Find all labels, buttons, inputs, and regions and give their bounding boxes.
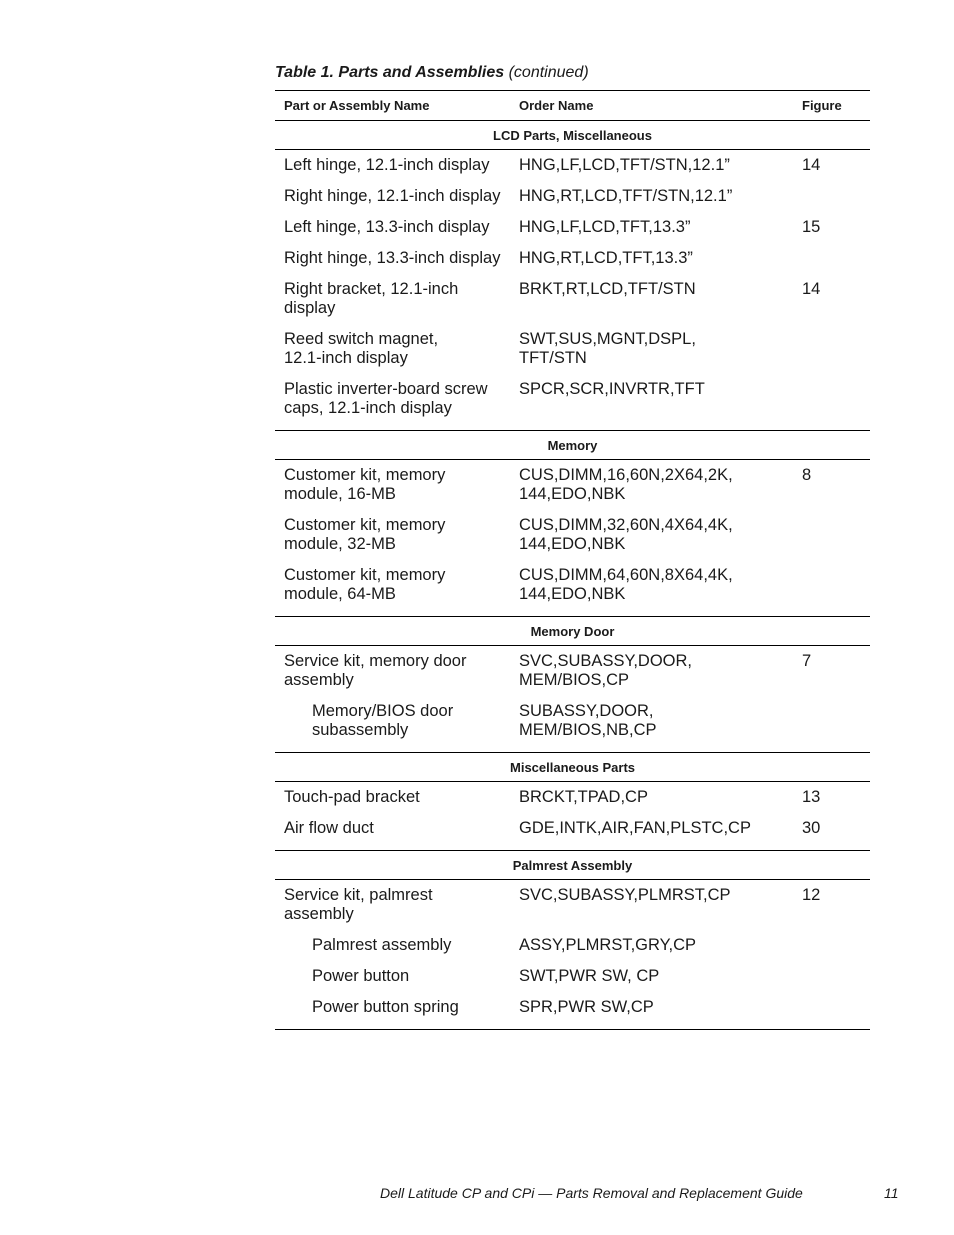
order-name: SUBASSY,DOOR, MEM/BIOS,NB,CP <box>519 702 657 739</box>
part-name: Right hinge, 12.1-inch display <box>284 187 501 205</box>
figure-number <box>793 702 870 740</box>
order-name: HNG,LF,LCD,TFT/STN,12.1” <box>519 156 730 174</box>
order-name: BRKT,RT,LCD,TFT/STN <box>519 280 696 298</box>
figure-number: 30 <box>802 819 821 837</box>
part-name: Air flow duct <box>284 819 374 837</box>
figure-number <box>793 566 870 604</box>
table-row <box>275 327 870 377</box>
section-header-lcd-parts: LCD Parts, Miscellaneous <box>275 121 870 150</box>
order-name: HNG,RT,LCD,TFT,13.3” <box>519 249 693 267</box>
part-name: Touch-pad bracket <box>284 788 420 806</box>
page-footer: Dell Latitude CP and CPi — Parts Removal and Replacement Guide <box>380 1185 803 1201</box>
order-name: HNG,LF,LCD,TFT,13.3” <box>519 218 691 236</box>
order-name: SVC,SUBASSY,PLMRST,CP <box>519 886 731 904</box>
table-row <box>275 215 870 246</box>
section-rows-memory-door <box>275 646 870 752</box>
figure-number <box>793 380 870 418</box>
header-part-name: Part or Assembly Name <box>284 98 430 113</box>
figure-number: 14 <box>802 280 821 298</box>
table-row <box>275 883 870 933</box>
table-row <box>275 785 870 816</box>
part-name: Customer kit, memory module, 64-MB <box>284 566 446 603</box>
figure-number <box>793 187 870 206</box>
table-row <box>275 995 870 1026</box>
part-name: Plastic inverter-board screw caps, 12.1-inch display <box>284 380 488 417</box>
page-number: 11 <box>884 1185 899 1201</box>
order-name: SWT,PWR SW, CP <box>519 967 660 985</box>
part-name: Power button spring <box>312 998 459 1016</box>
section-header-misc-parts: Miscellaneous Parts <box>275 752 870 782</box>
order-name: GDE,INTK,AIR,FAN,PLSTC,CP <box>519 819 751 837</box>
section-rows-misc-parts <box>275 782 870 850</box>
table-row <box>275 563 870 613</box>
table-row <box>275 816 870 847</box>
part-name: Reed switch magnet, 12.1-inch display <box>284 330 439 367</box>
figure-number: 12 <box>802 886 821 904</box>
table-row <box>275 184 870 215</box>
section-rows-lcd-parts <box>275 150 870 430</box>
table-row <box>275 933 870 964</box>
figure-number <box>793 967 870 986</box>
table-row <box>275 246 870 277</box>
table-row <box>275 513 870 563</box>
table-caption <box>275 64 589 82</box>
order-name: SVC,SUBASSY,DOOR, MEM/BIOS,CP <box>519 652 693 689</box>
order-name: SPR,PWR SW,CP <box>519 998 654 1016</box>
table-caption-title: Table 1. Parts and Assemblies <box>275 64 505 81</box>
part-name: Customer kit, memory module, 32-MB <box>284 516 446 553</box>
order-name: HNG,RT,LCD,TFT/STN,12.1” <box>519 187 733 205</box>
section-header-palmrest: Palmrest Assembly <box>275 850 870 880</box>
order-name: SWT,SUS,MGNT,DSPL, TFT/STN <box>519 330 696 367</box>
table-header-row <box>275 90 870 121</box>
section-rows-memory <box>275 460 870 616</box>
table-caption-continued: (continued) <box>508 64 589 81</box>
part-name: Left hinge, 12.1-inch display <box>284 156 490 174</box>
part-name: Left hinge, 13.3-inch display <box>284 218 490 236</box>
figure-number <box>793 249 870 268</box>
figure-number <box>793 330 870 368</box>
order-name: CUS,DIMM,64,60N,8X64,4K, 144,EDO,NBK <box>519 566 733 603</box>
table-row <box>275 964 870 995</box>
table-row <box>275 377 870 427</box>
part-name: Service kit, palmrest assembly <box>284 886 433 923</box>
part-name: Power button <box>312 967 410 985</box>
table-row <box>275 153 870 184</box>
figure-number: 13 <box>802 788 821 806</box>
parts-table <box>275 90 870 1030</box>
section-header-memory: Memory <box>275 430 870 460</box>
header-order-name: Order Name <box>519 98 594 113</box>
figure-number: 7 <box>802 652 812 670</box>
figure-number <box>793 998 870 1017</box>
figure-number: 15 <box>802 218 821 236</box>
table-row <box>275 649 870 699</box>
section-rows-palmrest <box>275 880 870 1029</box>
table-row <box>275 277 870 327</box>
figure-number <box>793 936 870 955</box>
part-name: Right bracket, 12.1-inch display <box>284 280 459 317</box>
table-row <box>275 463 870 513</box>
part-name: Service kit, memory door assembly <box>284 652 467 689</box>
figure-number <box>793 516 870 554</box>
header-figure: Figure <box>802 98 842 113</box>
table-bottom-rule <box>275 1029 870 1030</box>
table-row <box>275 699 870 749</box>
order-name: CUS,DIMM,16,60N,2X64,2K, 144,EDO,NBK <box>519 466 733 503</box>
part-name: Customer kit, memory module, 16-MB <box>284 466 446 503</box>
figure-number: 14 <box>802 156 821 174</box>
part-name: Right hinge, 13.3-inch display <box>284 249 501 267</box>
part-name: Palmrest assembly <box>312 936 452 954</box>
figure-number: 8 <box>802 466 812 484</box>
section-header-memory-door: Memory Door <box>275 616 870 646</box>
part-name: Memory/BIOS door subassembly <box>312 702 454 739</box>
order-name: SPCR,SCR,INVRTR,TFT <box>519 380 705 398</box>
order-name: CUS,DIMM,32,60N,4X64,4K, 144,EDO,NBK <box>519 516 733 553</box>
order-name: ASSY,PLMRST,GRY,CP <box>519 936 696 954</box>
order-name: BRCKT,TPAD,CP <box>519 788 648 806</box>
